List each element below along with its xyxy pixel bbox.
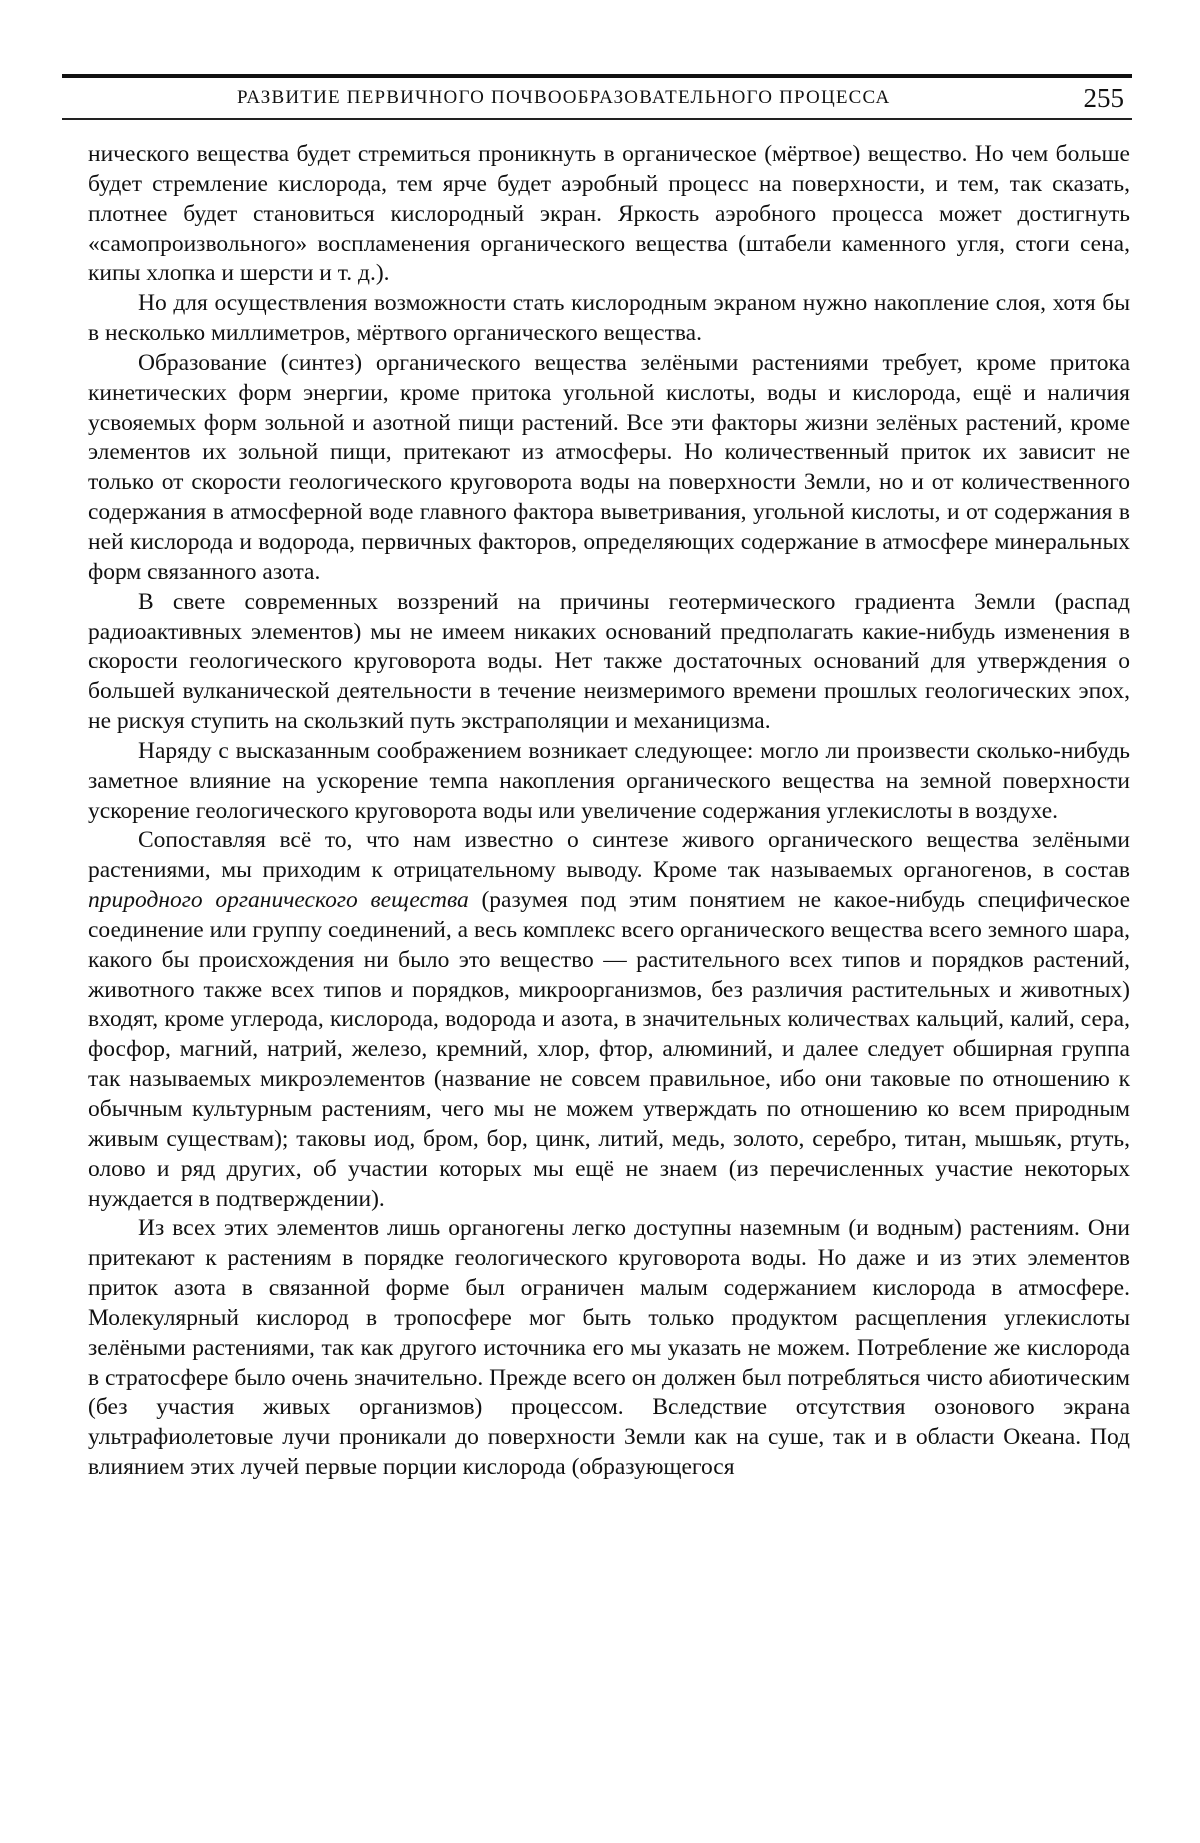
paragraph-2: Но для осуществления возможности стать кислородным экраном нужно накопление слоя, хотя бы в несколько миллиметров, мёртвого органического вещества. — [88, 290, 1130, 347]
paragraph-6-text-before: Сопоставляя всё то, что нам известно о синтезе живого органического вещества зелёными растениями, мы приходим к отрицательному выводу. Кроме так называемых органогенов, в состав — [88, 827, 1130, 884]
page-number: 255 — [1083, 82, 1124, 113]
paragraph-4: В свете современных воззрений на причины геотермического градиента Земли (распад радиоактивных элементов) мы не имеем никаких оснований предполагать какие-нибудь изменения в скорости геологического круговорота воды. Нет также достаточных оснований для утверждения о большей вулканической деятельности в течение неизмеримого времени прошлых геологических эпох, не рискуя ступить на скользкий путь экстраполяции и механицизма. — [88, 588, 1130, 735]
body-text — [88, 140, 1130, 1483]
running-head: РАЗВИТИЕ ПЕРВИЧНОГО ПОЧВООБРАЗОВАТЕЛЬНОГО ПРОЦЕССА — [237, 87, 891, 108]
paragraph-5: Наряду с высказанным соображением возникает следующее: могло ли произвести сколько-нибудь заметное влияние на ускорение темпа накопления органического вещества на земной поверхности ускорение геологического круговорота воды или увеличение содержания углекислоты в воздухе. — [88, 737, 1130, 824]
paragraph-6 — [88, 826, 1130, 1214]
italic-phrase: природного органического вещества — [88, 887, 469, 914]
page-header — [62, 74, 1132, 120]
paragraph-1: нического вещества будет стремиться проникнуть в органическое (мёртвое) вещество. Но чем больше будет стремление кислорода, тем ярче будет аэробный процесс на поверхности, и тем, так сказать, плотнее будет становиться кислородный экран. Яркость аэробного процесса может достигнуть «самопроизвольного» воспламенения органического вещества (штабели каменного угля, стоги сена, кипы хлопка и шерсти и т. д.). — [88, 141, 1130, 287]
paragraph-3: Образование (синтез) органического вещества зелёными растениями требует, кроме притока кинетических форм энергии, кроме притока угольной кислоты, воды и кислорода, ещё и наличия усвояемых форм зольной и азотной пищи растений. Все эти факторы жизни зелёных растений, кроме элементов их зольной пищи, притекают из атмосферы. Но количественный приток их зависит не только от скорости геологического круговорота воды на поверхности Земли, но и от количественного содержания в атмосферной воде главного фактора выветривания, угольной кислоты, и от содержания в ней кислорода и водорода, первичных факторов, определяющих содержание в атмосфере минеральных форм связанного азота. — [88, 349, 1130, 585]
paragraph-7: Из всех этих элементов лишь органогены легко доступны наземным (и водным) растениям. Они притекают к растениям в порядке геологического круговорота воды. Но даже и из этих элементов приток азота в связанной форме был ограничен малым содержанием кислорода в атмосфере. Молекулярный кислород в тропосфере мог быть только продуктом расщепления углекислоты зелёными растениями, так как другого источника его мы указать не можем. Потребление же кислорода в стратосфере было очень значительно. Прежде всего он должен был потребляться чисто абиотическим (без участия живых организмов) процессом. Вследствие отсутствия озонового экрана ультрафиолетовые лучи проникали до поверхности Земли как на суше, так и в области Океана. Под влиянием этих лучей первые порции кислорода (образующегося — [88, 1215, 1130, 1481]
paragraph-6-text-after: (разумея под этим понятием не какое-нибудь специфическое соединение или группу соединений, а весь комплекс всего органического вещества всего земного шара, какого бы происхождения ни было это вещество — растительного всех типов и порядков растений, животного также всех типов и порядков, микроорганизмов, без различия растительных и животных) входят, кроме углерода, кислорода, водорода и азота, в значительных количествах кальций, калий, сера, фосфор, магний, натрий, железо, кремний, хлор, фтор, алюминий, и далее следует обширная группа так называемых микроэлементов (название не совсем правильное, ибо они таковые по отношению к обычным культурным растениям, чего мы не можем утверждать по отношению ко всем природным живым существам); таковы иод, бром, бор, цинк, литий, медь, золото, серебро, титан, мышьяк, ртуть, олово и ряд других, об участии которых мы ещё не знаем (из перечисленных участие некоторых нуждается в подтверждении). — [88, 887, 1131, 1212]
